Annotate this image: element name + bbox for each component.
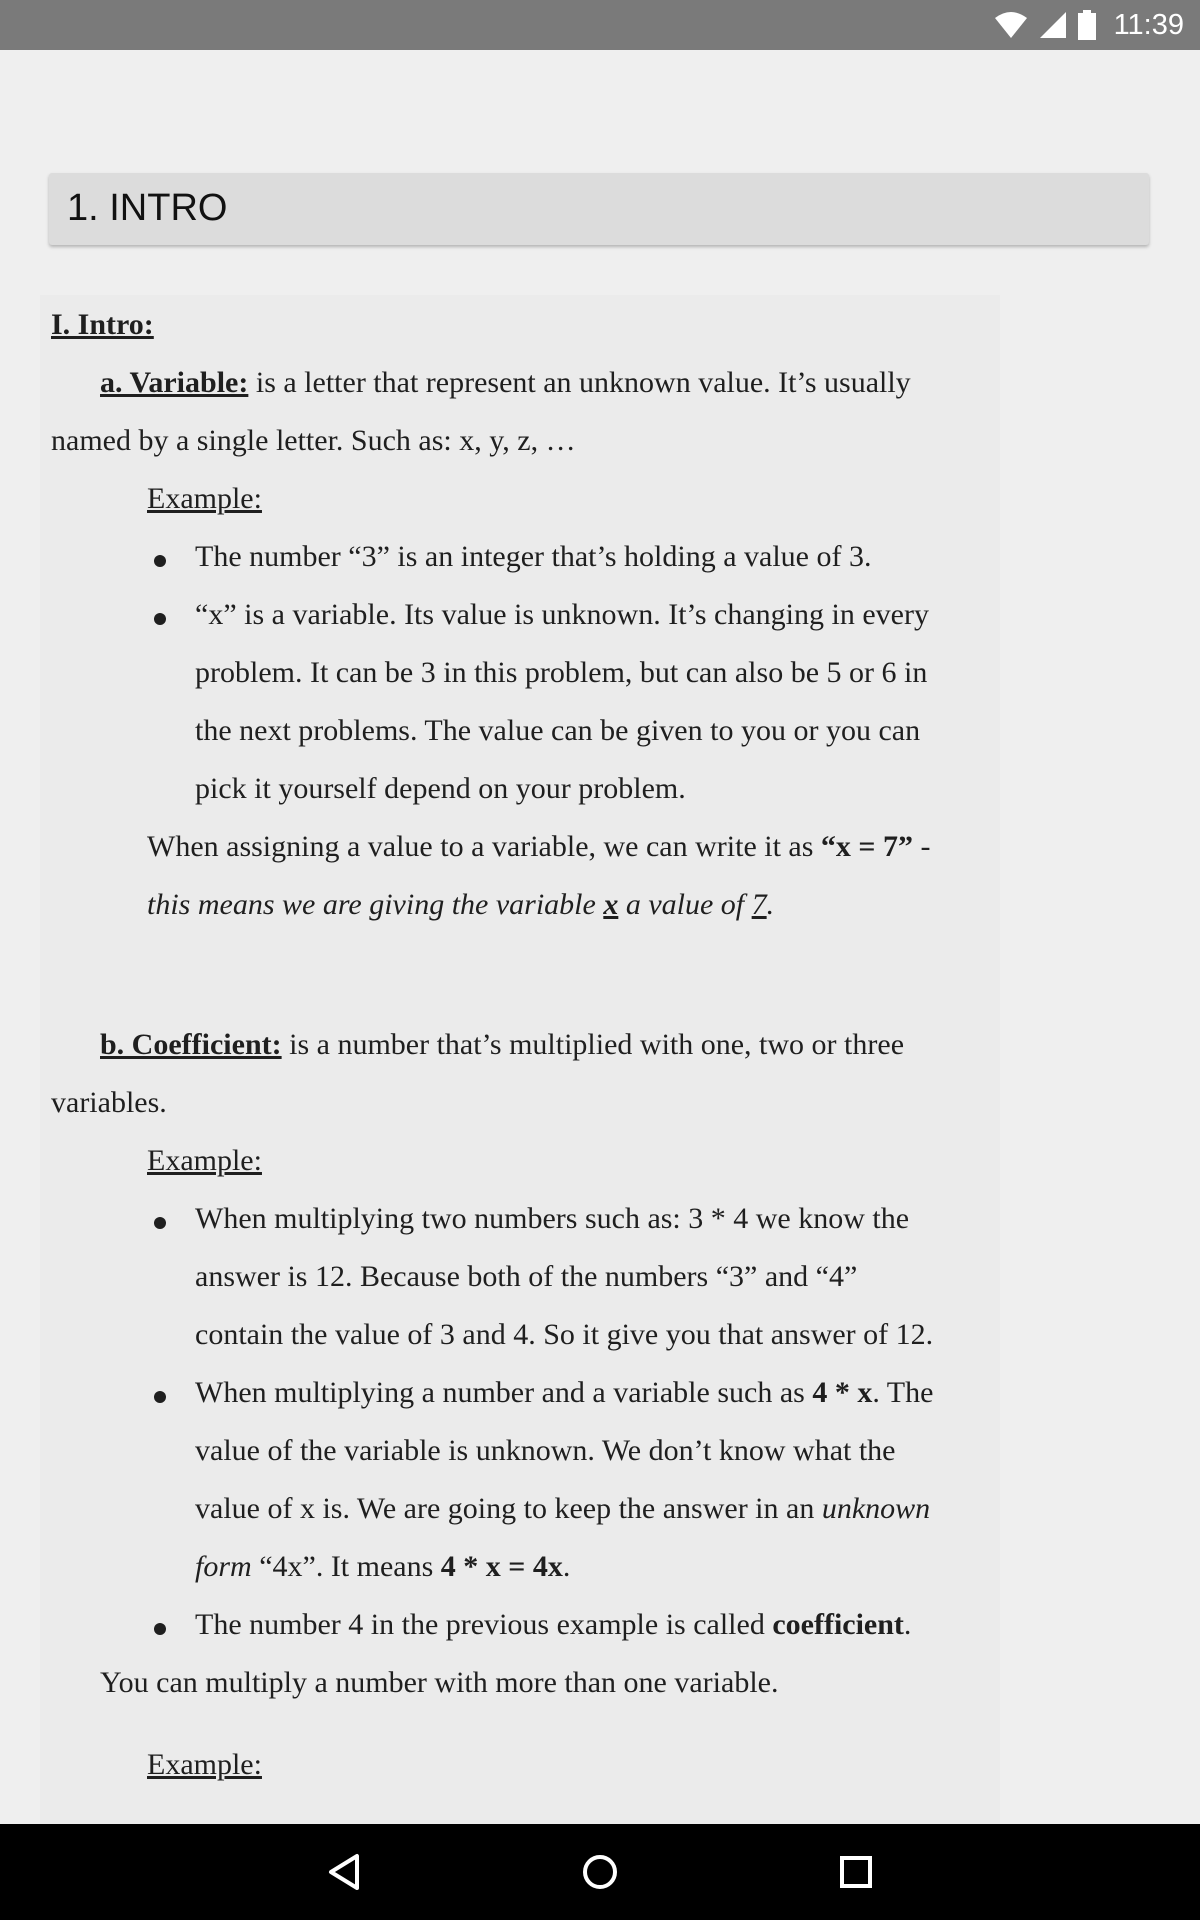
recents-icon[interactable]: [826, 1842, 886, 1902]
bullet2-l4c: 4 * x = 4x: [440, 1550, 563, 1583]
bullet-dot: [154, 613, 166, 625]
status-icons: [994, 0, 1184, 50]
coefficient-bullet1-line2: answer is 12. Because both of the numbers “3” and “4”: [195, 1260, 858, 1293]
bullet2-l1b: 4 * x: [812, 1376, 873, 1409]
cell-signal-icon: [1038, 11, 1068, 39]
navigation-bar: [0, 1824, 1200, 1920]
meaning-x: x: [603, 888, 619, 921]
bullet3a: The number 4 in the previous example is called: [195, 1608, 773, 1641]
variable-bullet2-line1: “x” is a variable. Its value is unknown. It’s changing in every: [195, 598, 929, 631]
coefficient-bullet2-line1: [195, 1373, 933, 1413]
coefficient-term: b. Coefficient:: [100, 1028, 282, 1061]
coefficient-bullet2-line3: [195, 1489, 930, 1529]
coefficient-bullet1-line3: contain the value of 3 and 4. So it give you that answer of 12.: [195, 1318, 934, 1351]
variable-def-text: is a letter that represent an unknown value. It’s usually: [248, 366, 911, 399]
assign-dash: -: [913, 830, 931, 863]
coefficient-definition-line1: [100, 1025, 904, 1065]
variable-meaning-line: [147, 885, 774, 925]
coefficient-bullet1-line1: When multiplying two numbers such as: 3 * 4 we know the: [195, 1202, 910, 1235]
bullet-dot: [154, 555, 166, 567]
variable-bullet2-line2: problem. It can be 3 in this problem, but can also be 5 or 6 in: [195, 656, 928, 689]
bullet2-l3b: unknown: [821, 1492, 931, 1525]
coefficient-bullet2-line2: value of the variable is unknown. We don’t know what the: [195, 1434, 896, 1467]
doc-heading: I. Intro:: [51, 308, 154, 341]
battery-icon: [1078, 10, 1096, 40]
variable-term: a. Variable:: [100, 366, 249, 399]
coefficient-bullet3: [195, 1605, 911, 1645]
coefficient-definition-line2: variables.: [51, 1086, 167, 1119]
back-icon[interactable]: [314, 1842, 374, 1902]
bullet-dot: [154, 1623, 166, 1635]
coefficient-example-label: Example:: [147, 1144, 262, 1177]
variable-example-label: Example:: [147, 482, 262, 515]
bullet2-l3a: value of x is. We are going to keep the answer in an: [195, 1492, 822, 1525]
bullet2-l4a: form: [195, 1550, 252, 1583]
meaning-b: a value of: [618, 888, 752, 921]
section-title: 1. INTRO: [67, 187, 228, 229]
variable-bullet2-line3: the next problems. The value can be given to you or you can: [195, 714, 921, 747]
wifi-icon: [994, 11, 1028, 39]
assign-text: When assigning a value to a variable, we can write it as: [147, 830, 821, 863]
meaning-7: 7: [751, 888, 767, 921]
bullet2-l4d: .: [562, 1550, 571, 1583]
coefficient-def-text: is a number that’s multiplied with one, two or three: [281, 1028, 905, 1061]
meaning-a: this means we are giving the variable: [147, 888, 604, 921]
status-time: 11:39: [1113, 8, 1184, 41]
bullet-dot: [154, 1391, 166, 1403]
bullet2-l1a: When multiplying a number and a variable such as: [195, 1376, 813, 1409]
section-header: [49, 173, 1149, 245]
assign-code: “x = 7”: [820, 830, 914, 863]
bullet3b: coefficient: [772, 1608, 904, 1641]
home-icon[interactable]: [570, 1842, 630, 1902]
meaning-end: .: [766, 888, 775, 921]
variable-definition-line2: named by a single letter. Such as: x, y, z, …: [51, 424, 576, 457]
variable-bullet1: The number “3” is an integer that’s holding a value of 3.: [195, 540, 872, 573]
coefficient-example-label2: Example:: [147, 1748, 262, 1781]
bullet2-l4b: “4x”. It means: [251, 1550, 441, 1583]
bullet2-l1c: . The: [872, 1376, 934, 1409]
variable-bullet2-line4: pick it yourself depend on your problem.: [195, 772, 686, 805]
document-page: [40, 295, 1000, 1825]
status-bar: [0, 0, 1200, 50]
coefficient-bullet2-line4: [195, 1547, 570, 1587]
bullet3c: .: [903, 1608, 912, 1641]
bullet-dot: [154, 1217, 166, 1229]
coefficient-more-line: You can multiply a number with more than one variable.: [100, 1666, 779, 1699]
variable-definition-line1: [100, 363, 911, 403]
variable-assign-line: [147, 827, 931, 867]
